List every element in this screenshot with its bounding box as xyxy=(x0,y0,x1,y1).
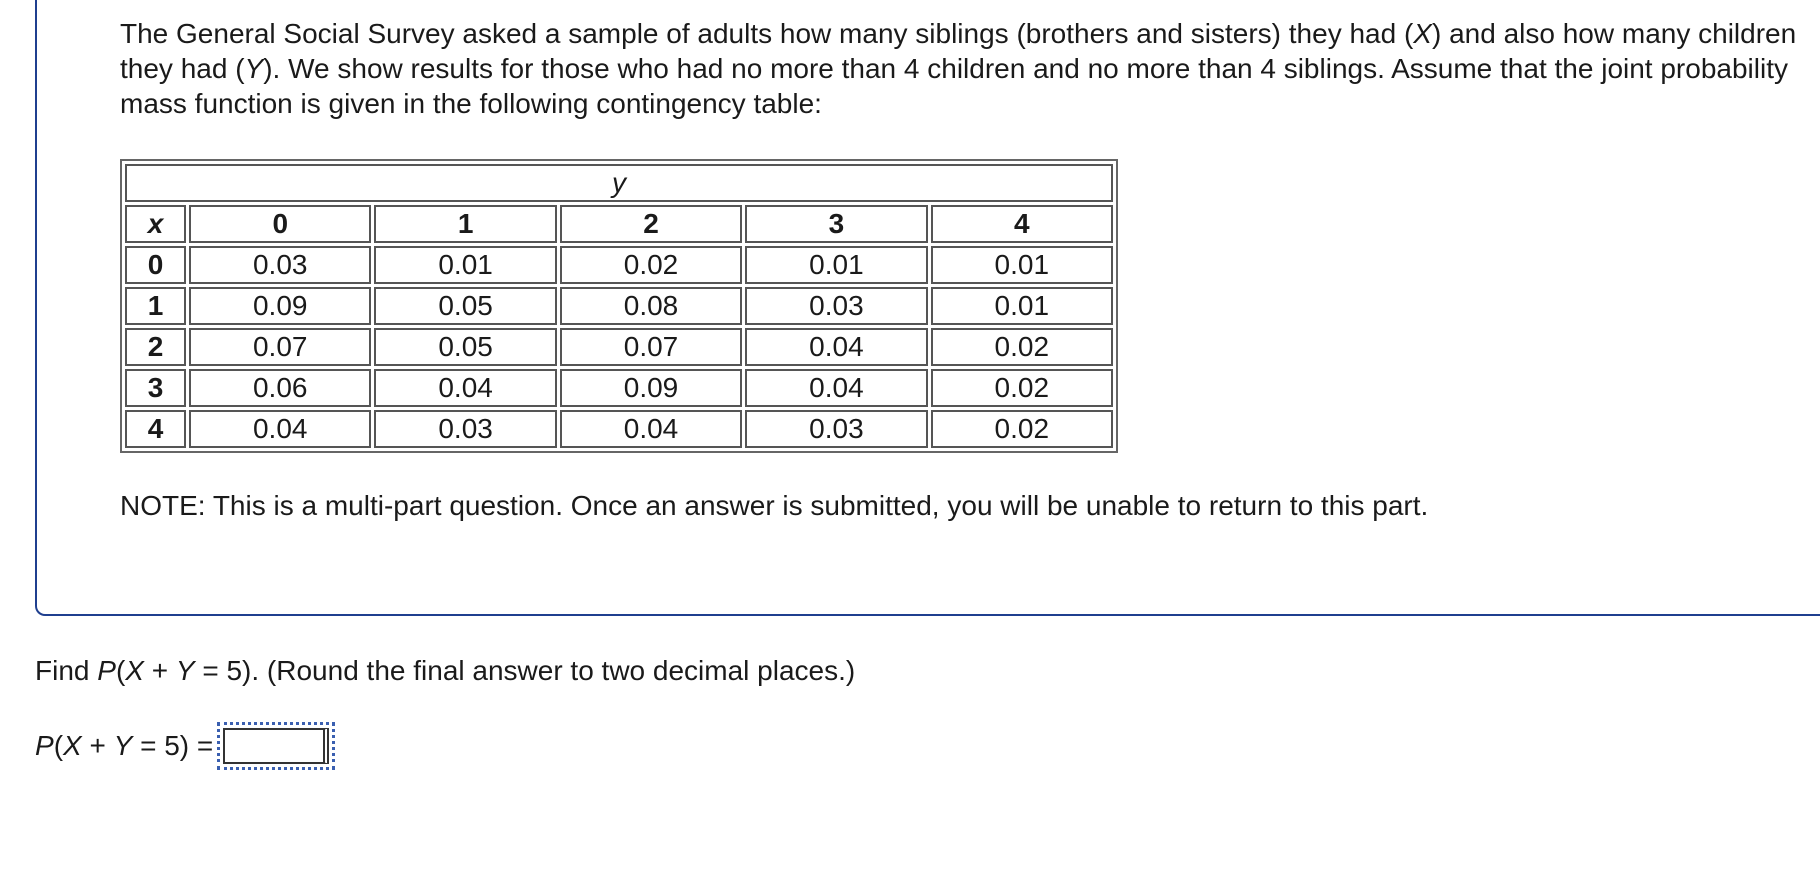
table-cell: 0.03 xyxy=(189,246,371,284)
table-cell: 0.07 xyxy=(560,328,742,366)
table-cell: 0.01 xyxy=(931,246,1113,284)
row-header: 0 xyxy=(125,246,186,284)
row-header: 2 xyxy=(125,328,186,366)
var-y: Y xyxy=(244,53,264,84)
table-cell: 0.06 xyxy=(189,369,371,407)
table-cell: 0.03 xyxy=(745,410,927,448)
table-row xyxy=(125,369,1113,407)
table-cell: 0.03 xyxy=(745,287,927,325)
row-variable-label: x xyxy=(125,205,186,243)
table-cell: 0.04 xyxy=(745,328,927,366)
row-header: 1 xyxy=(125,287,186,325)
table-cell: 0.05 xyxy=(374,328,556,366)
table-row xyxy=(125,287,1113,325)
table-cell: 0.02 xyxy=(931,328,1113,366)
answer-input[interactable] xyxy=(223,728,329,764)
col-header: 0 xyxy=(189,205,371,243)
table-row xyxy=(125,410,1113,448)
row-header: 3 xyxy=(125,369,186,407)
table-header-row xyxy=(125,205,1113,243)
question-prompt: Find P(X + Y = 5). (Round the final answer to two decimal places.) xyxy=(35,655,856,686)
table-cell: 0.03 xyxy=(374,410,556,448)
table-cell: 0.04 xyxy=(374,369,556,407)
multi-part-note: NOTE: This is a multi-part question. Once an answer is submitted, you will be unable to return to this part. xyxy=(120,490,1429,521)
table-cell: 0.01 xyxy=(745,246,927,284)
joint-pmf-table xyxy=(120,159,1118,453)
question-intro: The General Social Survey asked a sample of adults how many siblings (brothers and sisters) they had (X) and also how many children they had (Y). We show results for those who had no more than 4 children and no more than 4 siblings. Assume that the joint probability mass function is given in the following contingency table: xyxy=(120,18,1797,119)
table-row xyxy=(125,328,1113,366)
table-cell: 0.09 xyxy=(560,369,742,407)
table-row xyxy=(125,246,1113,284)
var-x: X xyxy=(1413,18,1432,49)
table-cell: 0.09 xyxy=(189,287,371,325)
table-cell: 0.01 xyxy=(931,287,1113,325)
col-header: 2 xyxy=(560,205,742,243)
answer-focus-ring xyxy=(217,722,335,770)
table-cell: 0.04 xyxy=(745,369,927,407)
table-cell: 0.02 xyxy=(931,369,1113,407)
col-header: 4 xyxy=(931,205,1113,243)
column-variable-label: y xyxy=(125,164,1113,202)
answer-label: P(X + Y = 5) = xyxy=(35,730,214,761)
table-cell: 0.08 xyxy=(560,287,742,325)
row-header: 4 xyxy=(125,410,186,448)
table-cell: 0.01 xyxy=(374,246,556,284)
table-cell: 0.07 xyxy=(189,328,371,366)
table-header-row-var xyxy=(125,164,1113,202)
table-cell: 0.04 xyxy=(560,410,742,448)
table-cell: 0.05 xyxy=(374,287,556,325)
answer-row xyxy=(35,722,335,770)
col-header: 1 xyxy=(374,205,556,243)
table-cell: 0.04 xyxy=(189,410,371,448)
table-cell: 0.02 xyxy=(560,246,742,284)
col-header: 3 xyxy=(745,205,927,243)
table-cell: 0.02 xyxy=(931,410,1113,448)
